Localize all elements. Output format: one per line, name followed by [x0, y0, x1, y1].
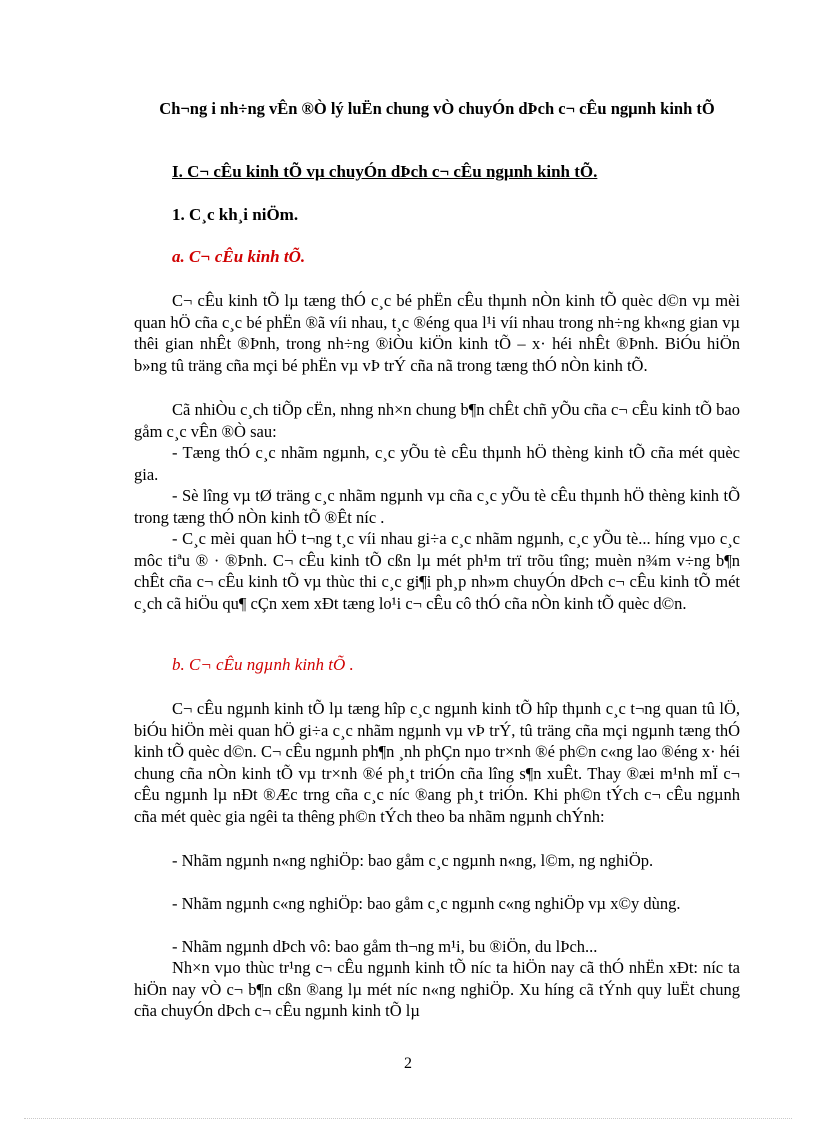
- bullet-a3: - C¸c mèi quan hÖ t¬ng t¸c víi nhau gi÷a c¸c nhãm ngµnh, c¸c yÕu tè... híng vµo c¸c môc tiªu ® · ®Þnh. C¬ cÊu kinh tÕ cßn lµ mét ph¹m trï trõu tîng; muèn n¾m v÷ng b¶n chÊt cña c¬ cÊu kinh tÕ vµ thùc thi c¸c gi¶i ph¸p nh»m chuyÓn dÞch c¬ cÊu kinh tÕ mét c¸ch cã hiÖu qu¶ cÇn xem xÐt tæng lo¹i c¬ cÊu cô thÓ cña nÒn kinh tÕ quèc d©n.: [134, 529, 740, 613]
- page-bottom-divider: [24, 1118, 792, 1119]
- chapter-title: Ch¬ng i nh÷ng vÊn ®Ò lý luËn chung vÒ chuyÓn dÞch c¬ cÊu ngµnh kinh tÕ: [159, 99, 715, 118]
- paragraph-b1: C¬ cÊu ngµnh kinh tÕ lµ tæng hîp c¸c ngµnh kinh tÕ hîp thµnh c¸c t¬ng quan tû lÖ, biÓu hiÖn mèi quan hÖ gi÷a c¸c nhãm ngµnh vµ vÞ trÝ, tû träng cña mçi ngµnh tæng thÓ kinh tÕ quèc d©n. C¬ cÊu ngµnh ph¶n ¸nh phÇn nµo tr×nh ®é ph©n c«ng lao ®éng x· héi chung cña nÒn kinh tÕ vµ tr×nh ®é ph¸t triÓn cña lîng s¶n xuÊt. Thay ®æi m¹nh mÏ c¬ cÊu ngµnh lµ nÐt ®Æc trng cña c¸c níc ®ang ph¸t triÓn. Khi ph©n tÝch c¬ cÊu ngµnh cña mét quèc gia ngêi ta thêng ph©n tÝch theo ba nhãm ngµnh chÝnh:: [134, 699, 740, 826]
- paragraph-a1: C¬ cÊu kinh tÕ lµ tæng thÓ c¸c bé phËn cÊu thµnh nÒn kinh tÕ quèc d©n vµ mèi quan hÖ cña c¸c bé phËn ®ã víi nhau, t¸c ®éng qua l¹i víi nhau trong nh÷ng kh«ng gian vµ thêi gian nhÊt ®Þnh, trong nh÷ng ®iÒu kiÖn kinh tÕ – x· héi nhÊt ®Þnh. BiÓu hiÖn b»ng tû träng cña mçi bé phËn vµ vÞ trÝ cña nã trong tæng thÓ nÒn kinh tÕ.: [134, 291, 740, 375]
- heading-economic-structure: a. C¬ cÊu kinh tÕ.: [172, 247, 306, 266]
- section-heading: I. C¬ cÊu kinh tÕ vµ chuyÓn dÞch c¬ cÊu ngµnh kinh tÕ.: [172, 162, 598, 181]
- heading-sector-structure: b. C¬ cÊu ngµnh kinh tÕ .: [172, 655, 354, 674]
- bullet-b2: - Nhãm ngµnh c«ng nghiÖp: bao gåm c¸c ngµnh c«ng nghiÖp vµ x©y dùng.: [172, 894, 681, 913]
- subsection-heading: 1. C¸c kh¸i niÖm.: [172, 205, 299, 224]
- page-number: 2: [404, 1055, 412, 1072]
- bullet-a1: - Tæng thÓ c¸c nhãm ngµnh, c¸c yÕu tè cÊu thµnh hÖ thèng kinh tÕ cña mét quèc gia.: [134, 443, 740, 484]
- paragraph-b2: Nh×n vµo thùc tr¹ng c¬ cÊu ngµnh kinh tÕ níc ta hiÖn nay cã thÓ nhËn xÐt: níc ta hiÖn nay vÒ c¬ b¶n cßn ®ang lµ mét níc n«ng nghiÖp. Xu híng cã tÝnh quy luËt chung cña chuyÓn dÞch c¬ cÊu ngµnh kinh tÕ lµ: [134, 958, 740, 1021]
- bullet-b3: - Nhãm ngµnh dÞch vô: bao gåm th¬ng m¹i, bu ®iÖn, du lÞch...: [172, 937, 598, 956]
- bullet-b1: - Nhãm ngµnh n«ng nghiÖp: bao gåm c¸c ngµnh n«ng, l©m, ng nghiÖp.: [172, 851, 654, 870]
- paragraph-a2: Cã nhiÒu c¸ch tiÕp cËn, nhng nh×n chung b¶n chÊt chñ yÕu cña c¬ cÊu kinh tÕ bao gåm c¸c vÊn ®Ò sau:: [134, 400, 740, 441]
- bullet-a2: - Sè lîng vµ tØ träng c¸c nhãm ngµnh vµ cña c¸c yÕu tè cÊu thµnh hÖ thèng kinh tÕ trong tæng thÓ nÒn kinh tÕ ®Êt níc .: [134, 486, 740, 527]
